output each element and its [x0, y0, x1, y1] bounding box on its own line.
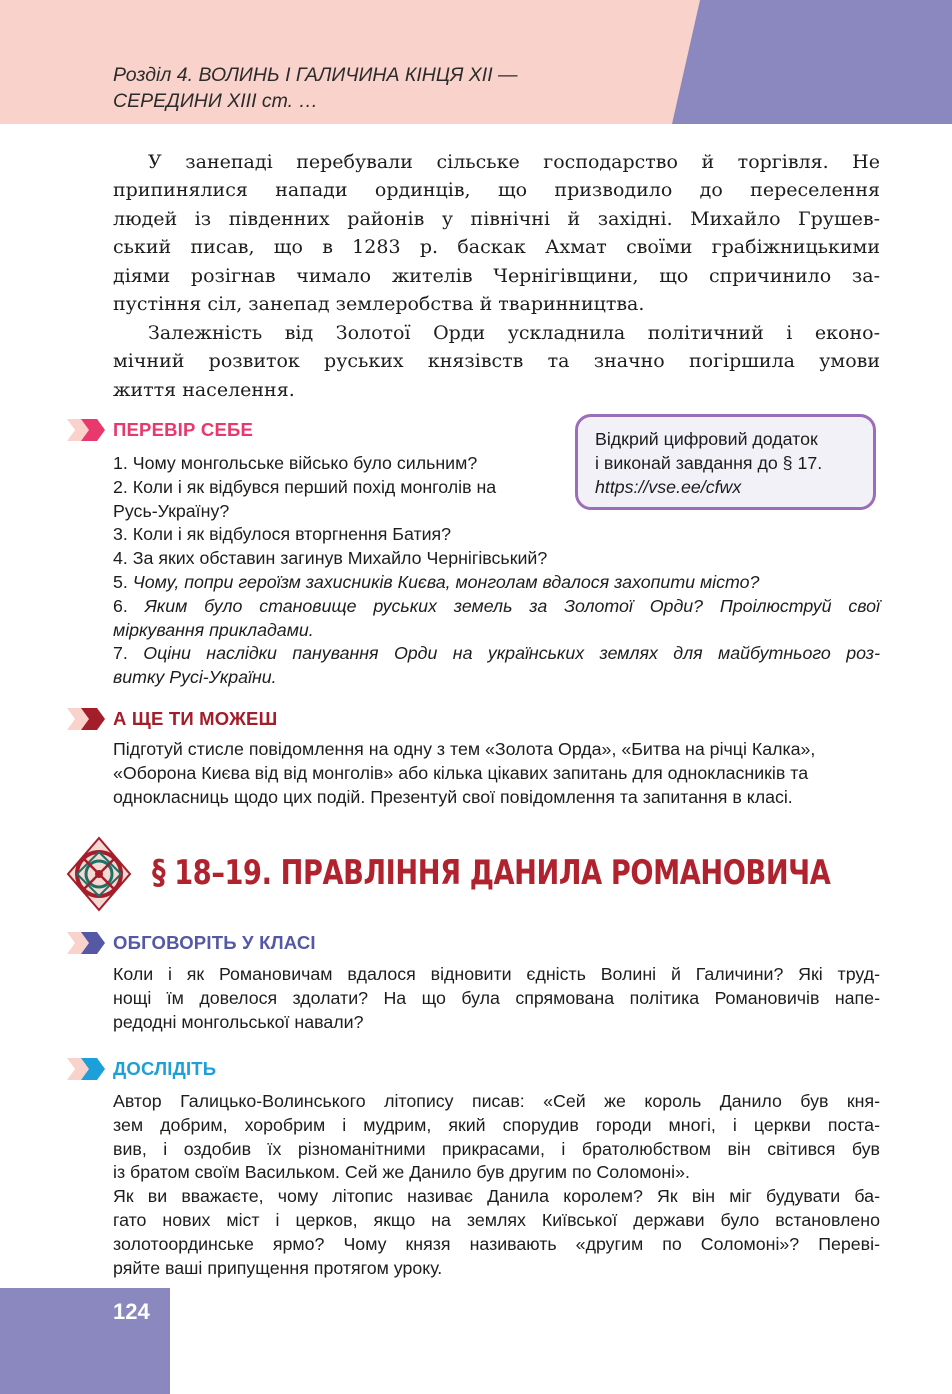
text-line: людей із південних районів у північні й західні. Михайло Грушев-	[113, 207, 880, 230]
explore-heading	[67, 1057, 216, 1081]
question-number: 6.	[113, 595, 145, 616]
chapter-header-line2: СЕРЕДИНИ ХІІІ ст. …	[113, 90, 319, 112]
digital-app-line2: і виконай завдання до § 17.	[595, 453, 823, 473]
text-line: Автор Галицько-Волинського літопису писав: «Сей же король Данило був кня-	[113, 1091, 880, 1111]
text-line: гато нових міст і церков, якщо на землях Київської держави було встановлено	[113, 1209, 880, 1230]
check-yourself-heading	[67, 418, 253, 442]
text-line: ряйте ваші припущення протягом уроку.	[113, 1257, 443, 1278]
question-text: Оціни наслідки панування Орди на українських землях для майбутнього роз-	[143, 643, 880, 664]
paragraph-title: § 18–19. ПРАВЛІННЯ ДАНИЛА РОМАНОВИЧА	[152, 853, 831, 893]
explore-title: ДОСЛІДІТЬ	[113, 1058, 217, 1079]
can-also-title: А ЩЕ ТИ МОЖЕШ	[113, 708, 278, 729]
intro-paragraph-1	[113, 148, 880, 318]
text-line: Підготуй стисле повідомлення на одну з тем «Золота Орда», «Битва на річці Калка»,	[113, 739, 816, 759]
text-line: діями розігнав чимало жителів Чернігівщини, що спричинило за-	[113, 264, 880, 287]
discuss-heading	[67, 931, 316, 955]
question-text: Чому, попри героїзм захисників Києва, монголам вдалося захопити місто?	[132, 571, 760, 592]
discuss-title: ОБГОВОРІТЬ У КЛАСІ	[113, 932, 316, 953]
question-item: витку Русі-України.	[113, 667, 277, 688]
text-line: Коли і як Романовичам вдалося відновити єдність Волині й Галичини? Які труд-	[113, 964, 880, 984]
text-line: однокласниць щодо цих подій. Презентуй свої повідомлення та запитання в класі.	[113, 786, 793, 807]
text-line: нощі їм довелося здолати? На що була спрямована політика Романовичів напе-	[113, 987, 880, 1008]
text-line: редодні монгольської навали?	[113, 1011, 364, 1032]
question-item: міркування прикладами.	[113, 619, 314, 640]
text-line: пустіння сіл, занепад землеробства й тваринництва.	[113, 293, 645, 316]
question-number: 7.	[113, 643, 144, 664]
digital-app-link[interactable]: https://vse.ee/cfwx	[595, 477, 742, 497]
intro-paragraph-2	[113, 319, 880, 404]
ornament-icon	[66, 836, 132, 912]
text-line: «Оборона Києва від від монголів» або кілька цікавих запитань для однокласників та	[113, 762, 809, 783]
text-line: припинялися напади ординців, що призводило до переселення	[113, 179, 880, 202]
question-number: 5.	[113, 571, 133, 592]
question-item	[113, 642, 880, 666]
chevron-marker-icon	[67, 419, 105, 441]
page-number: 124	[113, 1299, 150, 1324]
digital-app-box	[575, 414, 876, 510]
text-line: У занепаді перебували сільське господарство й торгівля. Не	[148, 151, 880, 173]
can-also-heading	[67, 707, 277, 731]
text-line: Залежність від Золотої Орди ускладнила політичний і еконо-	[148, 322, 880, 344]
chapter-header	[113, 62, 673, 114]
text-line: золотоординське ярмо? Чому князя називають «другим по Соломоні»? Переві-	[113, 1233, 880, 1254]
text-line: вив, і оздобив їх різноманітними прикрасами, і братолюбством він світився був	[113, 1138, 880, 1159]
chapter-header-line1: Розділ 4. ВОЛИНЬ І ГАЛИЧИНА КІНЦЯ ХІІ —	[113, 64, 518, 86]
question-item	[113, 595, 880, 619]
question-text: Яким було становище руських земель за Золотої Орди? Проілюструй свої	[144, 595, 880, 616]
text-line: життя населення.	[113, 378, 295, 401]
question-item: 3. Коли і як відбулося вторгнення Батия?	[113, 524, 452, 545]
chevron-marker-icon	[67, 1058, 105, 1080]
can-also-text	[113, 738, 880, 809]
question-item: Русь-Україну?	[113, 500, 230, 521]
text-line: зем добрим, хоробрим і мудрим, який спорудив городи многі, і церкви поста-	[113, 1114, 880, 1135]
text-line: із братом своїм Васильком. Сей же Данило був другим по Соломоні».	[113, 1162, 690, 1183]
chevron-marker-icon	[67, 708, 105, 730]
question-item: 1. Чому монгольське військо було сильним?	[113, 453, 478, 473]
chevron-marker-icon	[67, 932, 105, 954]
question-item	[113, 571, 880, 595]
explore-text	[113, 1090, 880, 1280]
text-line: мічний розвиток руських князівств та значно погіршила умови	[113, 350, 880, 373]
question-item: 2. Коли і як відбувся перший похід монголів на	[113, 476, 497, 497]
discuss-text	[113, 963, 880, 1034]
digital-app-line1: Відкрий цифровий додаток	[595, 429, 818, 449]
check-yourself-title: ПЕРЕВІР СЕБЕ	[113, 419, 254, 440]
text-line: Як ви вважаєте, чому літопис називає Данила королем? Як він міг будувати ба-	[113, 1186, 880, 1207]
question-item: 4. За яких обставин загинув Михайло Чернігівський?	[113, 548, 548, 569]
text-line: ський писав, що в 1283 р. баскак Ахмат своїми грабіжницькими	[113, 236, 880, 259]
